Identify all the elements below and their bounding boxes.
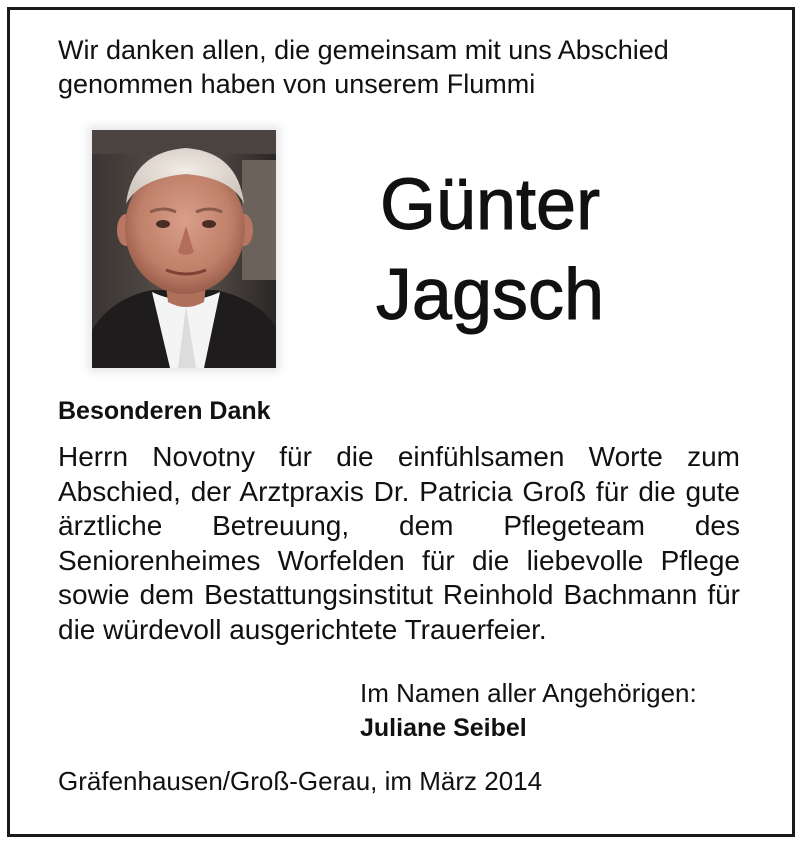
- on-behalf-line: Im Namen aller Angehörigen:: [360, 678, 697, 708]
- deceased-name: [300, 160, 680, 340]
- deceased-last-name: Jagsch: [375, 255, 605, 335]
- intro-line-1: Wir danken allen, die gemeinsam mit uns Abschied: [58, 35, 669, 65]
- thanks-heading: Besonderen Dank: [58, 397, 271, 425]
- intro-line-2: genommen haben von unserem Flummi: [58, 69, 536, 99]
- deceased-first-name: Günter: [379, 165, 601, 245]
- portrait-photo: [92, 130, 276, 368]
- place-date: Gräfenhausen/Groß-Gerau, im März 2014: [58, 766, 543, 796]
- portrait-image: [92, 130, 276, 368]
- intro-text: [58, 33, 758, 101]
- signature-block: [360, 676, 697, 746]
- thanks-body: Herrn Novotny für die einfühlsamen Worte zum Abschied, der Arztpraxis Dr. Patricia Groß für die gute ärztliche Betreuung, dem Pflegeteam des Seniorenheimes Worfelden für die liebevolle Pflege sowie dem Bestattungsinstitut Reinhold Bachmann für die würdevoll ausgerichtete Trauerfeier.: [58, 441, 740, 645]
- signer-name: Juliane Seibel: [360, 714, 527, 742]
